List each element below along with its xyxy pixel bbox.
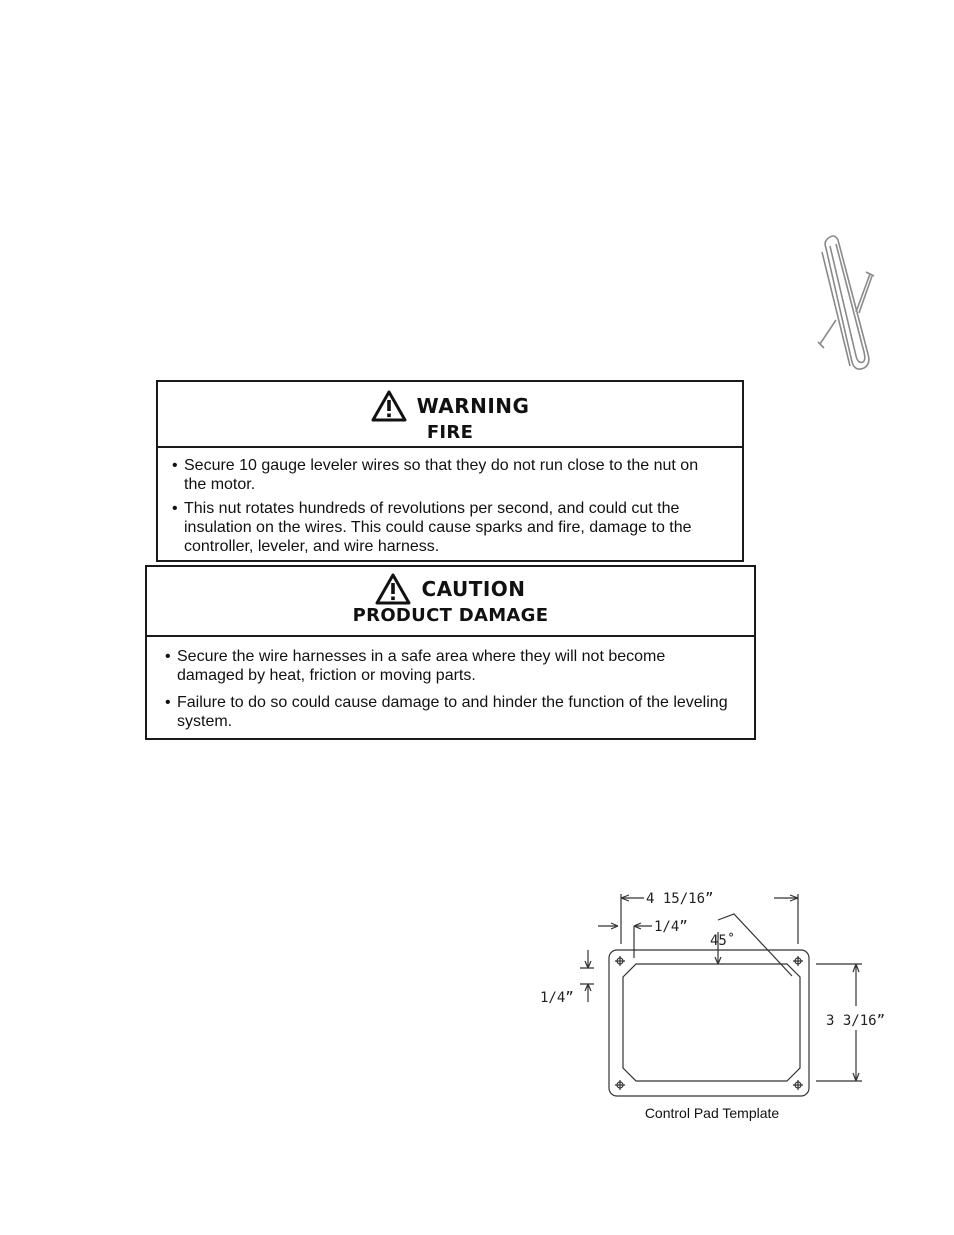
warning-triangle-icon: [371, 390, 407, 422]
list-item: • This nut rotates hundreds of revolutions per second, and could cut the insulation on the wires. This could cause sparks and fire, damage to the controller, leveler, and wire harness.: [172, 500, 692, 555]
warning-safety-label: [156, 380, 744, 562]
template-caption: Control Pad Template: [644, 1105, 780, 1121]
warning-hazard-title: FIRE: [426, 422, 474, 443]
warning-bullet-list: [158, 448, 742, 556]
width-dimension-label: 4 15/16”: [646, 891, 714, 907]
caution-hazard-title: PRODUCT DAMAGE: [352, 605, 549, 626]
template-outer-outline: [609, 950, 809, 1096]
list-item: • Secure 10 gauge leveler wires so that they do not run close to the nut on the motor.: [172, 457, 699, 493]
list-item: • Failure to do so could cause damage to and hinder the function of the leveling system.: [165, 694, 728, 730]
caution-safety-label: [145, 565, 756, 740]
caution-bullet-list: [147, 637, 754, 731]
warning-signal-word: WARNING: [416, 394, 530, 418]
top-margin-dimension-label: 1/4”: [654, 919, 688, 935]
control-pad-template-drawing: [534, 880, 894, 1130]
caution-header: [147, 567, 754, 637]
side-margin-dimension-label: 1/4”: [540, 990, 574, 1006]
wire-clip-icon: [808, 234, 882, 374]
height-dimension-label: 3 3/16”: [826, 1013, 886, 1029]
template-cutout-outline: [623, 964, 800, 1081]
list-item: • Secure the wire harnesses in a safe area where they will not become damaged by heat, friction or moving parts.: [165, 648, 666, 684]
angle-dimension-label: 45˚: [710, 933, 736, 949]
mounting-holes: [615, 956, 803, 1090]
caution-signal-word: CAUTION: [421, 577, 526, 601]
warning-header: [158, 382, 742, 448]
warning-triangle-icon: [375, 573, 411, 605]
